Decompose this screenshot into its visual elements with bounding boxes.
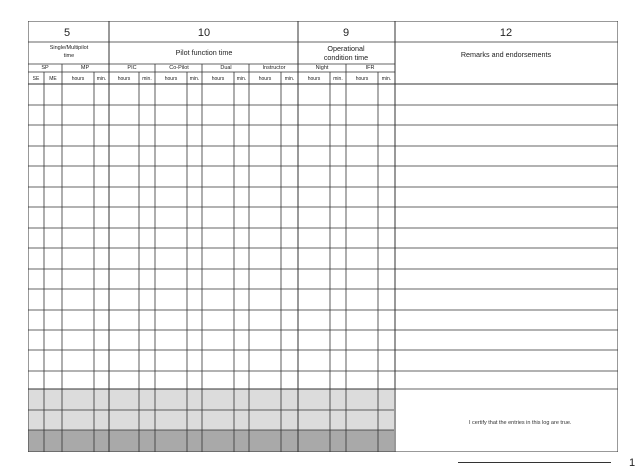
section-5-title-line2: time	[63, 53, 75, 59]
certification-statement: I certify that the entries in this log are true.	[469, 420, 572, 426]
group-mp: MP	[80, 65, 90, 71]
unit-hours: hours	[117, 76, 131, 82]
unit-min: min.	[142, 76, 152, 82]
group-copilot: Co-Pilot	[169, 65, 189, 71]
unit-se: SE	[32, 76, 40, 82]
subtotal-row-shading	[28, 389, 394, 430]
unit-hours: hours	[71, 76, 85, 82]
group-instructor: Instructor	[262, 65, 286, 71]
total-row-shading	[28, 430, 394, 452]
unit-min: min.	[189, 76, 200, 82]
group-pic: PIC	[127, 65, 137, 71]
group-sp: SP	[41, 65, 49, 71]
unit-hours: hours	[164, 76, 178, 82]
section-9-title-line2: condition time	[323, 53, 369, 62]
section-10-number: 10	[197, 27, 211, 39]
unit-hours: hours	[355, 76, 369, 82]
unit-min: min.	[333, 76, 343, 82]
logbook-page	[28, 21, 636, 469]
section-5-title-line1: Single/Multipilot	[49, 45, 89, 51]
section-12-number: 12	[499, 27, 513, 39]
unit-min: min.	[236, 76, 247, 82]
grid-lines	[28, 21, 618, 452]
unit-min: min.	[381, 76, 392, 82]
unit-min: min.	[284, 76, 295, 82]
section-9-number: 9	[342, 27, 350, 39]
unit-me: ME	[49, 76, 57, 82]
group-ifr: IFR	[365, 65, 375, 71]
section-9-title-line1: Operational	[327, 44, 365, 53]
section-12-title: Remarks and endorsements	[460, 50, 552, 59]
section-10-title: Pilot function time	[175, 48, 233, 57]
unit-labels	[33, 76, 392, 82]
unit-hours: hours	[211, 76, 225, 82]
unit-hours: hours	[307, 76, 321, 82]
unit-min: min.	[96, 76, 107, 82]
group-night: Night	[315, 65, 329, 71]
signature-line[interactable]	[458, 462, 611, 463]
section-5-number: 5	[63, 27, 71, 39]
logbook-grid	[28, 21, 618, 452]
page-number: 1	[629, 457, 636, 469]
unit-hours: hours	[258, 76, 272, 82]
group-dual: Dual	[220, 65, 232, 71]
